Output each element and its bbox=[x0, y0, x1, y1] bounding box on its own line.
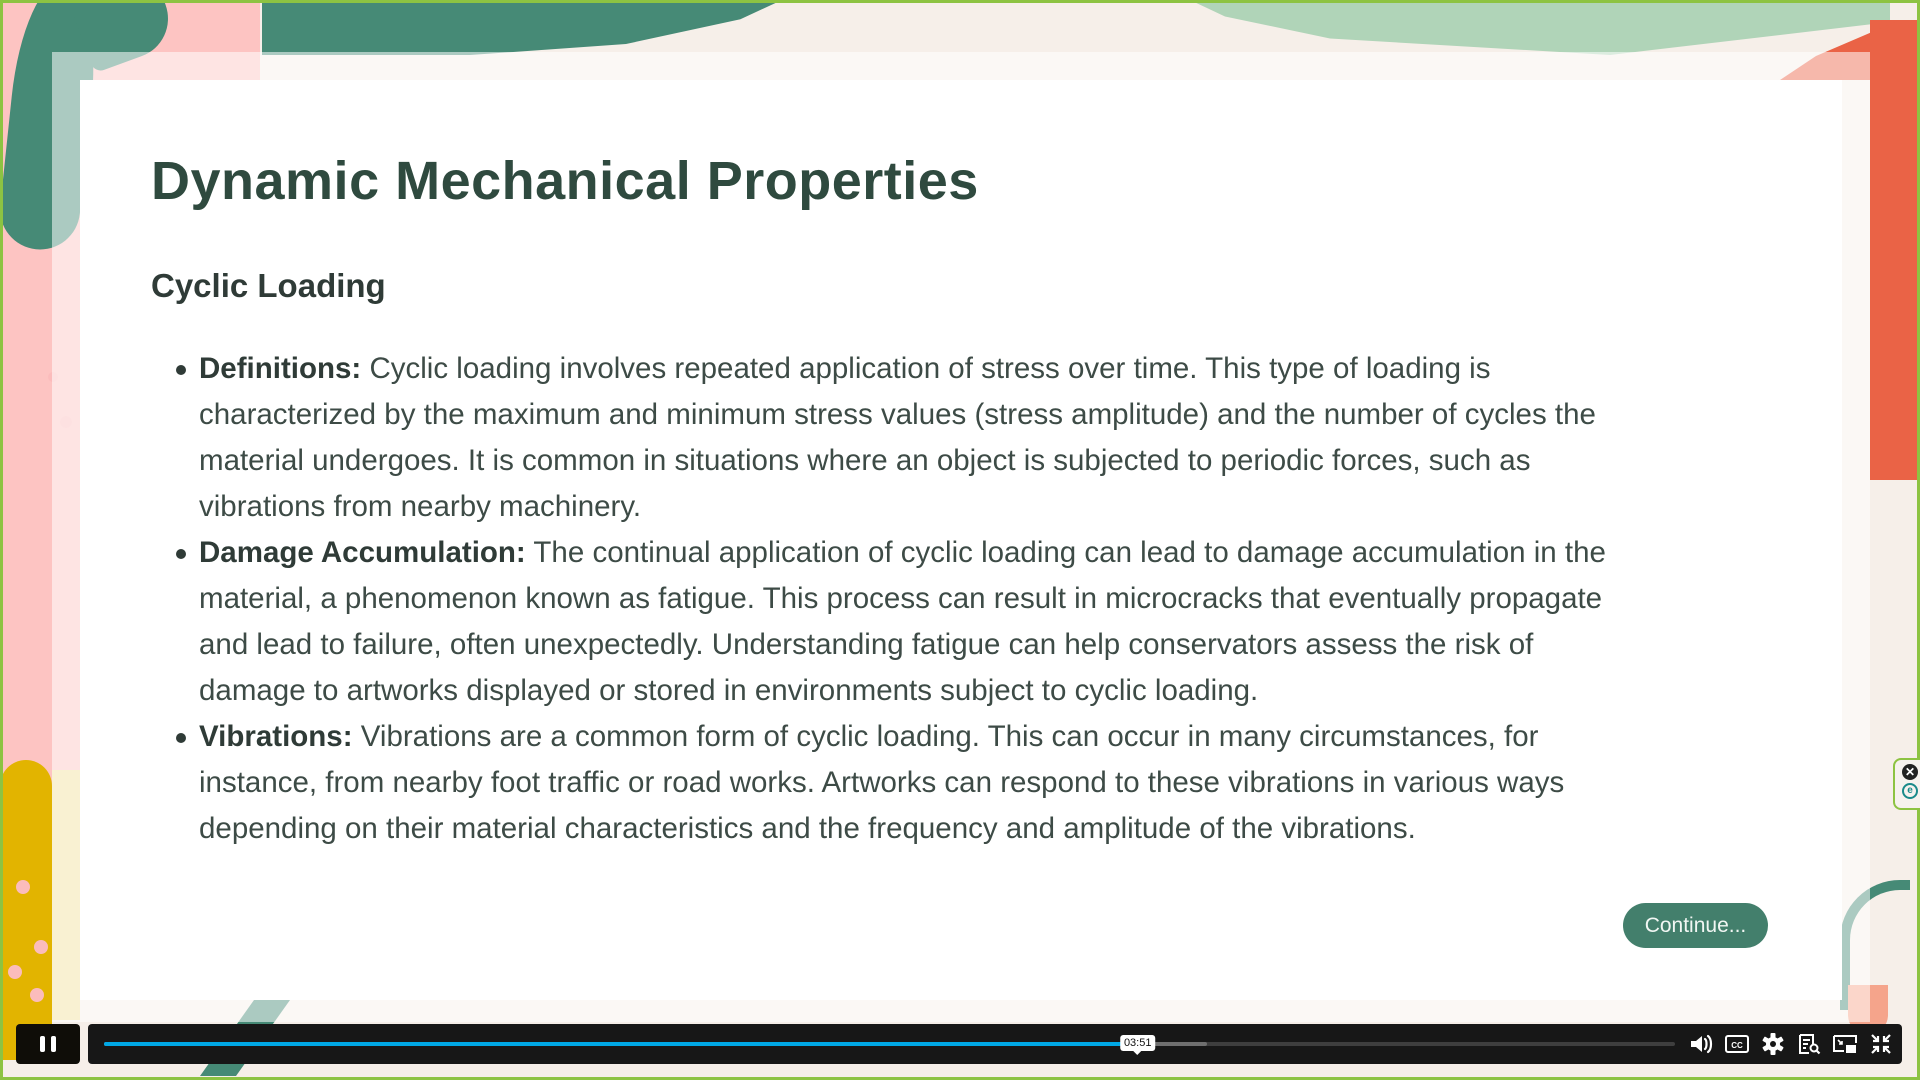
section-heading: Cyclic Loading bbox=[151, 267, 386, 304]
bullet-line bbox=[199, 346, 1771, 392]
bullet-line: instance, from nearby foot traffic or road works. Artworks can respond to these vibrations in various ways bbox=[199, 766, 1565, 799]
bullet-line: material undergoes. It is common in situations where an object is subjected to periodic forces, such as bbox=[199, 444, 1531, 477]
bullet-term: Definitions: bbox=[199, 352, 362, 385]
pause-icon bbox=[40, 1036, 45, 1052]
bullet-line bbox=[199, 714, 1771, 760]
bullet-text: Cyclic loading involves repeated application of stress over time. This type of loading is bbox=[361, 352, 1491, 385]
continue-button[interactable]: Continue... bbox=[1623, 903, 1768, 948]
bullet-text: The continual application of cyclic loading can lead to damage accumulation in the bbox=[525, 536, 1606, 569]
progress-scrubber[interactable] bbox=[104, 1037, 1675, 1049]
side-extension-widget bbox=[1893, 758, 1920, 810]
bullet-term: Vibrations: bbox=[199, 720, 353, 753]
bullet-line: vibrations from nearby machinery. bbox=[199, 490, 642, 523]
bullet-line: material, a phenomenon known as fatigue. This process can result in microcracks that eventually propagate bbox=[199, 582, 1603, 615]
picture-in-picture-icon[interactable] bbox=[1832, 1032, 1858, 1056]
pause-icon-bar bbox=[51, 1036, 56, 1052]
bullet-damage-accumulation bbox=[151, 530, 1771, 714]
played-progress bbox=[104, 1042, 1138, 1046]
closed-captions-button[interactable] bbox=[1724, 1032, 1750, 1056]
bullet-line: depending on their material characteristics and the frequency and amplitude of the vibrations. bbox=[199, 812, 1416, 845]
settings-gear-icon[interactable] bbox=[1760, 1032, 1786, 1056]
bullet-line: characterized by the maximum and minimum stress values (stress amplitude) and the number of cycles the bbox=[199, 398, 1596, 431]
pause-button[interactable] bbox=[16, 1024, 80, 1064]
bullet-vibrations bbox=[151, 714, 1771, 852]
bullet-term: Damage Accumulation: bbox=[199, 536, 526, 569]
bullet-line bbox=[199, 530, 1771, 576]
decor-green-paper-top bbox=[262, 0, 782, 55]
bullet-marker bbox=[176, 733, 186, 743]
bullet-list bbox=[151, 346, 1771, 852]
decor-dot bbox=[30, 988, 44, 1002]
bullet-marker bbox=[176, 549, 186, 559]
time-tooltip: 03:51 bbox=[1120, 1035, 1156, 1051]
slide-title: Dynamic Mechanical Properties bbox=[151, 151, 979, 211]
decor-terrazzo-top-right bbox=[1190, 0, 1890, 55]
volume-icon[interactable] bbox=[1688, 1032, 1714, 1056]
decor-yellow-shape bbox=[0, 760, 52, 1060]
bullet-text: Vibrations are a common form of cyclic loading. This can occur in many circumstances, for bbox=[352, 720, 1539, 753]
decor-dot bbox=[34, 940, 48, 954]
bullet-line: and lead to failure, often unexpectedly. Understanding fatigue can help conservators assess the risk of bbox=[199, 628, 1534, 661]
closed-captions-icon: CC bbox=[1731, 1041, 1743, 1050]
extension-e-icon[interactable]: e bbox=[1902, 783, 1918, 799]
exit-fullscreen-icon[interactable] bbox=[1868, 1032, 1894, 1056]
bullet-definitions bbox=[151, 346, 1771, 530]
player-control-bar bbox=[88, 1024, 1902, 1064]
transcript-search-icon[interactable] bbox=[1796, 1032, 1822, 1056]
decor-red-paper-right bbox=[1870, 20, 1920, 480]
decor-dot bbox=[8, 965, 22, 979]
decor-dot bbox=[16, 880, 30, 894]
bullet-marker bbox=[176, 365, 186, 375]
bullet-line: damage to artworks displayed or stored in environments subject to cyclic loading. bbox=[199, 674, 1259, 707]
close-circle-icon[interactable]: ✕ bbox=[1902, 764, 1918, 780]
